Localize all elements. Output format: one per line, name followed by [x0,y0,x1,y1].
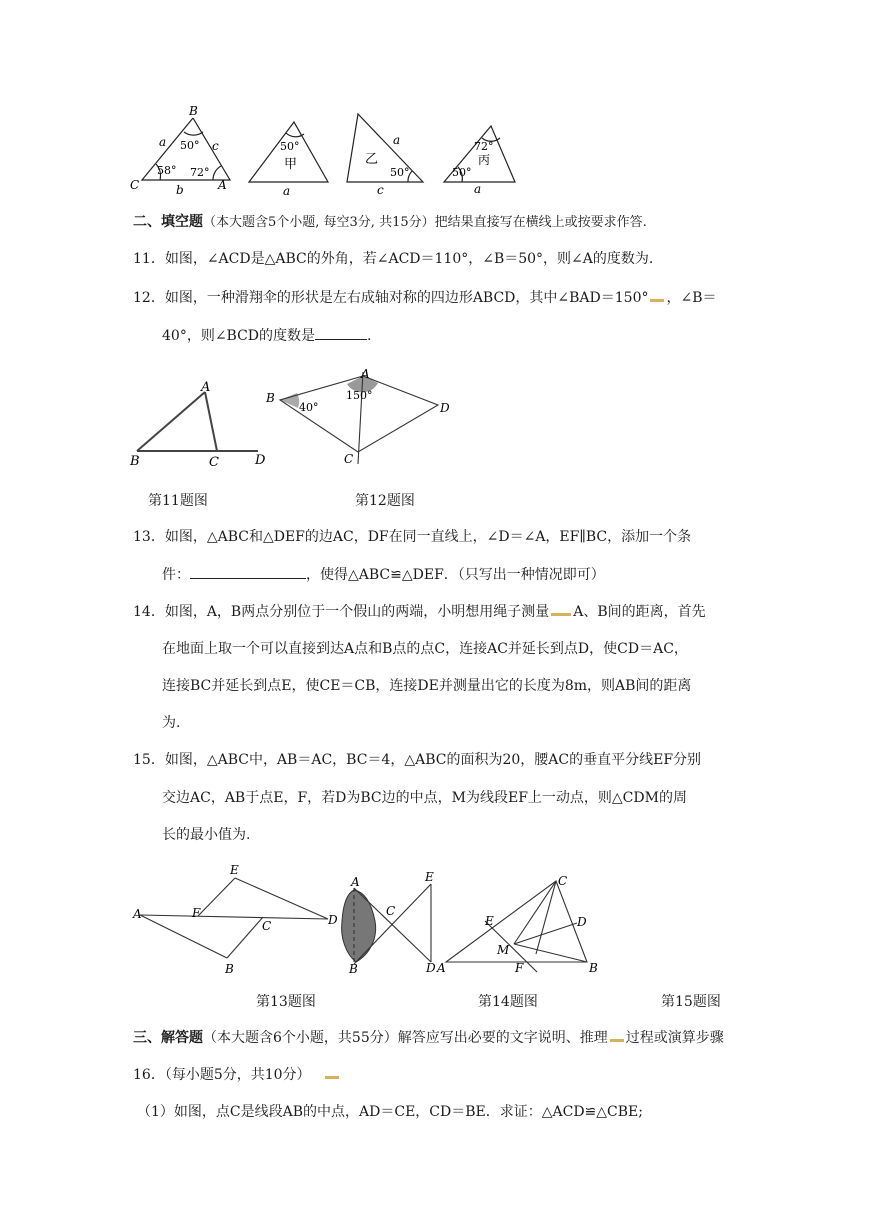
side-a-label: a [159,135,167,149]
section-title: 二、填空题 [133,214,203,230]
label-c: C [130,178,140,192]
answer-blank[interactable] [190,564,306,579]
point-c: C [386,904,396,918]
point-e: E [425,870,434,884]
point-a: A [361,367,370,381]
point-b: B [589,961,598,975]
point-d: D [577,915,587,929]
q12-text-a: 12．如图，一种滑翔伞的形状是左右成轴对称的四边形ABCD，其中∠BAD＝150° [133,290,649,306]
question-14-line4: 为. [162,715,181,731]
answer-blank[interactable] [315,325,367,340]
question-11: 11．如图，∠ACD是△ABC的外角，若∠ACD＝110°，∠B＝50°，则∠A的度数为. [133,251,654,267]
question-13-line2 [162,564,605,585]
point-b: B [130,454,140,469]
point-b: B [349,962,358,976]
q12-text-d: . [367,328,372,344]
question-12-line1 [133,288,717,308]
figure-triangles-comparison [125,100,525,200]
highlight-mark [551,613,571,616]
question-13-line1: 13．如图，△ABC和△DEF的边AC，DF在同一直线上，∠D＝∠A，EF∥BC，添加一个条 [133,529,692,545]
q16-title-text: 16．（每小题5分，共10分） [133,1067,311,1083]
point-a: A [437,961,446,975]
caption-fig12: 第12题图 [355,493,415,509]
q13-text-a: 件： [162,567,190,583]
figure-14 [338,866,448,978]
section-3-heading [133,1028,724,1048]
point-f: F [192,906,201,920]
caption-fig13: 第13题图 [256,994,316,1010]
side-c-label: c [212,139,219,153]
point-e: E [485,914,494,928]
side-b-label: b [176,183,184,197]
question-14-line1 [133,602,706,622]
question-15-line3: 长的最小值为. [162,827,251,843]
point-d: D [255,453,266,468]
point-c: C [209,455,219,470]
label-a: A [218,178,227,192]
highlight-mark [650,299,664,302]
side-label: a [474,182,482,196]
name-bing: 丙 [478,153,491,167]
question-15-line1: 15．如图，△ABC中，AB＝AC，BC＝4，△ABC的面积为20，腰AC的垂直平分线EF分别 [133,752,702,768]
q12-text-c: 40°，则∠BCD的度数是 [162,328,316,344]
section-title: 三、解答题 [133,1030,203,1046]
highlight-mark [610,1039,624,1042]
side-label: a [283,184,291,198]
figure-13 [130,858,350,980]
point-a: A [351,875,360,889]
point-b: B [266,391,275,405]
triangle-yi [347,114,423,182]
question-14-line3: 连接BC并延长到点E，使CE＝CB，连接DE并测量出它的长度为8m，则AB间的距离 [162,678,692,694]
section-note-a: （本大题含6个小题，共55分）解答应写出必要的文字说明、推理 [203,1030,608,1046]
question-14-line2: 在地面上取一个可以直接到达A点和B点的点C，连接AC并延长到点D，使CD＝AC， [162,641,688,657]
question-16-part1: （1）如图，点C是线段AB的中点，AD＝CE，CD＝BE．求证：△ACD≌△CBE; [137,1104,643,1120]
point-c: C [262,919,272,933]
figure-11 [125,372,275,472]
point-c: C [558,874,568,888]
caption-fig14: 第14题图 [478,994,538,1010]
question-12-line2 [162,325,371,346]
name-yi: 乙 [365,152,379,167]
caption-fig11: 第11题图 [148,493,208,509]
angle-top-label: 72° [474,140,494,153]
section-heading [133,212,647,233]
point-a: A [201,380,211,395]
angle-b-label: 40° [299,401,319,414]
point-b: B [225,962,234,976]
point-f: F [515,961,524,975]
angle-a-label: 72° [190,166,210,179]
point-c: C [344,452,354,466]
angle-c-label: 58° [157,164,177,177]
rock-shape [342,890,376,962]
q13-text-b: ，使得△ABC≌△DEF．（只写出一种情况即可） [306,567,605,583]
question-16-title [133,1065,341,1085]
name-jia: 甲 [284,157,298,172]
section-note-b: 过程或演算步骤 [625,1030,724,1046]
point-d: D [328,913,338,927]
point-d: D [426,961,436,975]
angle-label: 50° [390,166,410,179]
point-e: E [230,863,239,877]
point-d: D [440,401,450,415]
caption-fig15: 第15题图 [661,994,721,1010]
q14-text-b: A、B间的距离，首先 [573,604,706,620]
point-m: M [497,943,510,957]
figure-15 [435,868,610,980]
angle-label: 50° [452,166,472,179]
highlight-mark [325,1076,339,1079]
q14-text-a: 14．如图，A，B两点分别位于一个假山的两端，小明想用绳子测量 [133,604,550,620]
section-note: （本大题含5个小题, 每空3分, 共15分）把结果直接写在横线上或按要求作答. [203,215,647,230]
side-c-label: c [377,183,384,197]
angle-label: 50° [280,140,300,153]
angle-a-label: 150° [346,389,373,402]
point-a: A [133,907,142,921]
side-a-label: a [393,133,401,147]
q12-text-b: ，∠B＝ [666,290,717,306]
figure-12 [260,362,460,472]
question-15-line2: 交边AC，AB于点E，F，若D为BC边的中点，M为线段EF上一动点，则△CDM的周 [162,790,687,806]
label-b: B [189,104,198,118]
angle-b-label: 50° [180,139,200,152]
